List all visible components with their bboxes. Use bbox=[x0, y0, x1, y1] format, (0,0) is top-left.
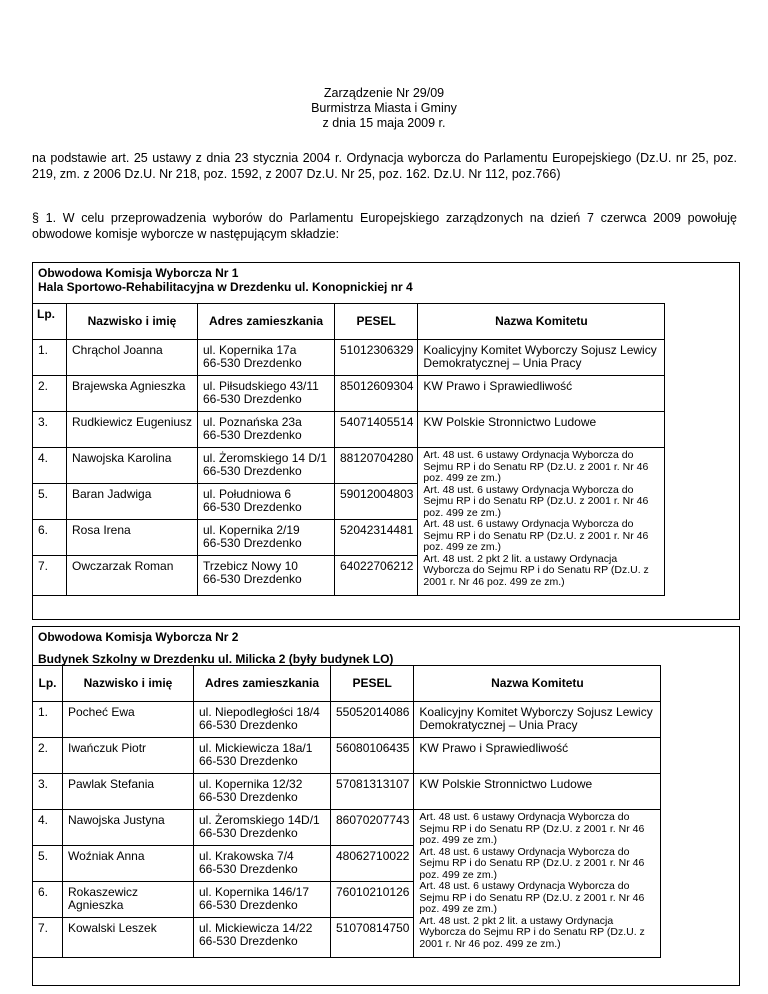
row-pesel: 54071405514 bbox=[340, 415, 414, 429]
row-address-street: ul. Południowa 6 bbox=[203, 487, 292, 501]
row-lp: 6. bbox=[38, 523, 49, 537]
committee-note: Art. 48 ust. 2 pkt 2 lit. a ustawy Ordynacja Wyborcza do Sejmu RP i do Senatu RP (Dz.U. z 2001 r. Nr 46 poz. 499 ze zm.) bbox=[419, 914, 645, 950]
col-lp: Lp. bbox=[33, 304, 67, 340]
row-lp: 2. bbox=[38, 741, 49, 755]
row-address-city: 66-530 Drezdenko bbox=[203, 464, 302, 478]
row-address-city: 66-530 Drezdenko bbox=[203, 536, 302, 550]
commission-title: Obwodowa Komisja Wyborcza Nr 2 bbox=[38, 630, 239, 644]
table-row bbox=[33, 774, 661, 810]
col-name: Nazwisko i imię bbox=[63, 666, 194, 702]
committee-note: Art. 48 ust. 6 ustawy Ordynacja Wyborcza do Sejmu RP i do Senatu RP (Dz.U. z 2001 r. Nr 46 poz. 499 ze zm.) bbox=[419, 811, 645, 846]
commission-block bbox=[32, 626, 740, 986]
row-lp: 4. bbox=[38, 813, 49, 827]
row-lp: 5. bbox=[38, 849, 49, 863]
row-name: Baran Jadwiga bbox=[72, 487, 152, 501]
table-row bbox=[33, 448, 665, 484]
row-lp: 1. bbox=[38, 343, 49, 357]
row-committee: Koalicyjny Komitet Wyborczy Sojusz Lewicy Demokratycznej – Unia Pracy bbox=[419, 705, 653, 732]
row-pesel: 88120704280 bbox=[340, 451, 414, 465]
row-pesel: 55052014086 bbox=[336, 705, 410, 719]
col-committee: Nazwa Komitetu bbox=[414, 666, 661, 702]
col-lp: Lp. bbox=[33, 666, 63, 702]
row-name: Owczarzak Roman bbox=[72, 559, 174, 573]
row-address-street: ul. Krakowska 7/4 bbox=[199, 849, 294, 863]
col-committee: Nazwa Komitetu bbox=[418, 304, 665, 340]
row-name: Woźniak Anna bbox=[68, 849, 145, 863]
table-row bbox=[33, 738, 661, 774]
row-address-city: 66-530 Drezdenko bbox=[203, 356, 302, 370]
row-pesel: 59012004803 bbox=[340, 487, 414, 501]
row-address-city: 66-530 Drezdenko bbox=[199, 862, 298, 876]
row-address-city: 66-530 Drezdenko bbox=[199, 790, 298, 804]
row-address-city: 66-530 Drezdenko bbox=[203, 392, 302, 406]
table-header-row bbox=[33, 666, 661, 702]
table-row bbox=[33, 412, 665, 448]
commission-title: Obwodowa Komisja Wyborcza Nr 1 bbox=[38, 266, 239, 280]
row-name: Nawojska Karolina bbox=[72, 451, 172, 465]
row-committee: KW Polskie Stronnictwo Ludowe bbox=[419, 777, 593, 791]
decree-date: z dnia 15 maja 2009 r. bbox=[322, 116, 446, 130]
row-lp: 5. bbox=[38, 487, 49, 501]
col-pesel: PESEL bbox=[331, 666, 414, 702]
committee-note: Art. 48 ust. 6 ustawy Ordynacja Wyborcza do Sejmu RP i do Senatu RP (Dz.U. z 2001 r. Nr 46 poz. 499 ze zm.) bbox=[419, 880, 645, 915]
row-address-street: ul. Mickiewicza 18a/1 bbox=[199, 741, 313, 755]
row-address-street: Trzebicz Nowy 10 bbox=[203, 559, 298, 573]
row-lp: 3. bbox=[38, 415, 49, 429]
row-address-street: ul. Żeromskiego 14 D/1 bbox=[203, 451, 328, 465]
commission-location: Hala Sportowo-Rehabilitacyjna w Drezdenku ul. Konopnickiej nr 4 bbox=[38, 280, 413, 294]
row-address-city: 66-530 Drezdenko bbox=[199, 754, 298, 768]
commission-block bbox=[32, 262, 740, 620]
row-address-city: 66-530 Drezdenko bbox=[199, 826, 298, 840]
col-address: Adres zamieszkania bbox=[198, 304, 335, 340]
row-pesel: 57081313107 bbox=[336, 777, 410, 791]
row-address-city: 66-530 Drezdenko bbox=[203, 572, 302, 586]
row-pesel: 51070814750 bbox=[336, 921, 410, 935]
row-name: Pocheć Ewa bbox=[68, 705, 135, 719]
row-name: Rosa Irena bbox=[72, 523, 131, 537]
document-header bbox=[0, 86, 768, 131]
committee-note: Art. 48 ust. 6 ustawy Ordynacja Wyborcza do Sejmu RP i do Senatu RP (Dz.U. z 2001 r. Nr 46 poz. 499 ze zm.) bbox=[419, 845, 645, 881]
row-address-street: ul. Kopernika 12/32 bbox=[199, 777, 303, 791]
members-table bbox=[32, 303, 665, 596]
legal-basis: na podstawie art. 25 ustawy z dnia 23 stycznia 2004 r. Ordynacja wyborcza do Parlamentu Europejskiego (Dz.U. nr 25, poz. 219, zm. z 2006 Dz.U. Nr 218, poz. 1592, z 2007 Dz.U. Nr 25, poz. 162. Dz.U. Nr 112, poz.766) bbox=[32, 151, 737, 181]
row-name: Brajewska Agnieszka bbox=[72, 379, 186, 393]
row-name: Rudkiewicz Eugeniusz bbox=[72, 415, 193, 429]
decree-number: Zarządzenie Nr 29/09 bbox=[323, 86, 445, 100]
committee-note: Art. 48 ust. 6 ustawy Ordynacja Wyborcza do Sejmu RP i do Senatu RP (Dz.U. z 2001 r. Nr 46 poz. 499 ze zm.) bbox=[423, 449, 649, 484]
row-lp: 3. bbox=[38, 777, 49, 791]
row-address-city: 66-530 Drezdenko bbox=[199, 898, 298, 912]
issuer: Burmistrza Miasta i Gminy bbox=[311, 101, 457, 115]
row-lp: 6. bbox=[38, 885, 49, 899]
row-address-street: ul. Piłsudskiego 43/11 bbox=[203, 379, 319, 393]
row-address-street: ul. Kopernika 2/19 bbox=[203, 523, 300, 537]
col-address: Adres zamieszkania bbox=[194, 666, 331, 702]
row-address-city: 66-530 Drezdenko bbox=[199, 934, 298, 948]
table-header-row bbox=[33, 304, 665, 340]
row-address-city: 66-530 Drezdenko bbox=[203, 428, 302, 442]
row-pesel: 76010210126 bbox=[336, 885, 410, 899]
row-pesel: 56080106435 bbox=[336, 741, 410, 755]
row-name: Rokaszewicz Agnieszka bbox=[68, 885, 139, 912]
row-name: Iwańczuk Piotr bbox=[68, 741, 147, 755]
paragraph-1: § 1. W celu przeprowadzenia wyborów do Parlamentu Europejskiego zarządzonych na dzień 7 czerwca 2009 powołuję obwodowe komisje wyborcze w następującym składzie: bbox=[32, 211, 737, 241]
table-row bbox=[33, 340, 665, 376]
row-pesel: 52042314481 bbox=[340, 523, 414, 537]
committee-note: Art. 48 ust. 6 ustawy Ordynacja Wyborcza do Sejmu RP i do Senatu RP (Dz.U. z 2001 r. Nr 46 poz. 499 ze zm.) bbox=[423, 518, 649, 553]
col-pesel: PESEL bbox=[335, 304, 418, 340]
row-committee: KW Prawo i Sprawiedliwość bbox=[423, 379, 573, 393]
row-address-city: 66-530 Drezdenko bbox=[203, 500, 302, 514]
row-name: Pawlak Stefania bbox=[68, 777, 155, 791]
row-address-street: ul. Niepodległości 18/4 bbox=[199, 705, 320, 719]
row-address-street: ul. Żeromskiego 14D/1 bbox=[199, 813, 320, 827]
row-address-street: ul. Mickiewicza 14/22 bbox=[199, 921, 313, 935]
row-address-street: ul. Poznańska 23a bbox=[203, 415, 302, 429]
row-lp: 4. bbox=[38, 451, 49, 465]
row-name: Nawojska Justyna bbox=[68, 813, 165, 827]
members-table bbox=[32, 665, 661, 958]
row-pesel: 48062710022 bbox=[336, 849, 410, 863]
row-pesel: 51012306329 bbox=[340, 343, 414, 357]
row-pesel: 86070207743 bbox=[336, 813, 410, 827]
commission-location: Budynek Szkolny w Drezdenku ul. Milicka 2 (były budynek LO) bbox=[38, 652, 394, 666]
col-name: Nazwisko i imię bbox=[67, 304, 198, 340]
row-lp: 2. bbox=[38, 379, 49, 393]
table-row bbox=[33, 376, 665, 412]
row-committee: KW Prawo i Sprawiedliwość bbox=[419, 741, 569, 755]
row-pesel: 64022706212 bbox=[340, 559, 414, 573]
row-pesel: 85012609304 bbox=[340, 379, 414, 393]
table-row bbox=[33, 702, 661, 738]
row-address-city: 66-530 Drezdenko bbox=[199, 718, 298, 732]
table-row bbox=[33, 810, 661, 846]
row-name: Kowalski Leszek bbox=[68, 921, 157, 935]
row-committee: KW Polskie Stronnictwo Ludowe bbox=[423, 415, 597, 429]
row-lp: 7. bbox=[38, 921, 49, 935]
row-name: Chrąchol Joanna bbox=[72, 343, 163, 357]
committee-note: Art. 48 ust. 2 pkt 2 lit. a ustawy Ordynacja Wyborcza do Sejmu RP i do Senatu RP (Dz.U. z 2001 r. Nr 46 poz. 499 ze zm.) bbox=[423, 552, 649, 588]
row-address-street: ul. Kopernika 146/17 bbox=[199, 885, 310, 899]
committee-note: Art. 48 ust. 6 ustawy Ordynacja Wyborcza do Sejmu RP i do Senatu RP (Dz.U. z 2001 r. Nr 46 poz. 499 ze zm.) bbox=[423, 483, 649, 519]
row-lp: 7. bbox=[38, 559, 49, 573]
row-address-street: ul. Kopernika 17a bbox=[203, 343, 297, 357]
row-lp: 1. bbox=[38, 705, 49, 719]
row-committee: Koalicyjny Komitet Wyborczy Sojusz Lewicy Demokratycznej – Unia Pracy bbox=[423, 343, 657, 370]
